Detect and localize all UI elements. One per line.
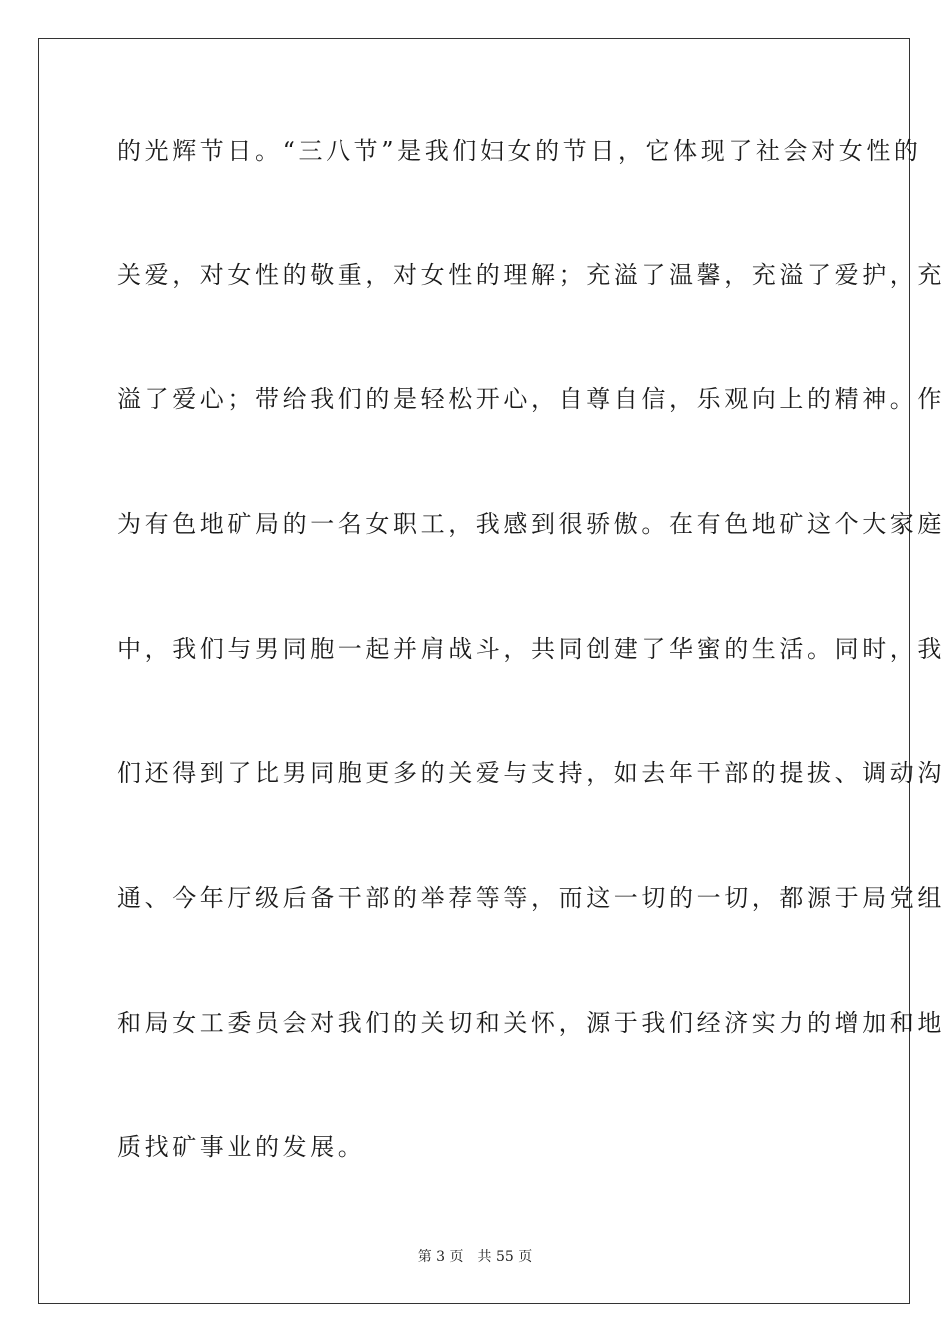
page-number-footer: 第 3 页 共 55 页: [417, 1249, 533, 1265]
text-line: 溢了爱心；带给我们的是轻松开心，自尊自信，乐观向上的精神。作: [117, 385, 945, 413]
text-line: 关爱，对女性的敬重，对女性的理解；充溢了温馨，充溢了爱护，充: [117, 261, 945, 289]
text-line: 通、今年厅级后备干部的举荐等等，而这一切的一切，都源于局党组: [117, 884, 945, 912]
text-line: 为有色地矿局的一名女职工，我感到很骄傲。在有色地矿这个大家庭: [117, 510, 945, 538]
text-line: 们还得到了比男同胞更多的关爱与支持，如去年干部的提拔、调动沟: [117, 759, 945, 787]
text-line: 和局女工委员会对我们的关切和关怀，源于我们经济实力的增加和地: [117, 1009, 945, 1037]
text-line: 的光辉节日。“三八节”是我们妇女的节日，它体现了社会对女性的: [117, 137, 922, 165]
text-line: 中，我们与男同胞一起并肩战斗，共同创建了华蜜的生活。同时，我: [117, 635, 945, 663]
text-line: 质找矿事业的发展。: [117, 1133, 366, 1161]
page-border: [38, 38, 945, 1304]
